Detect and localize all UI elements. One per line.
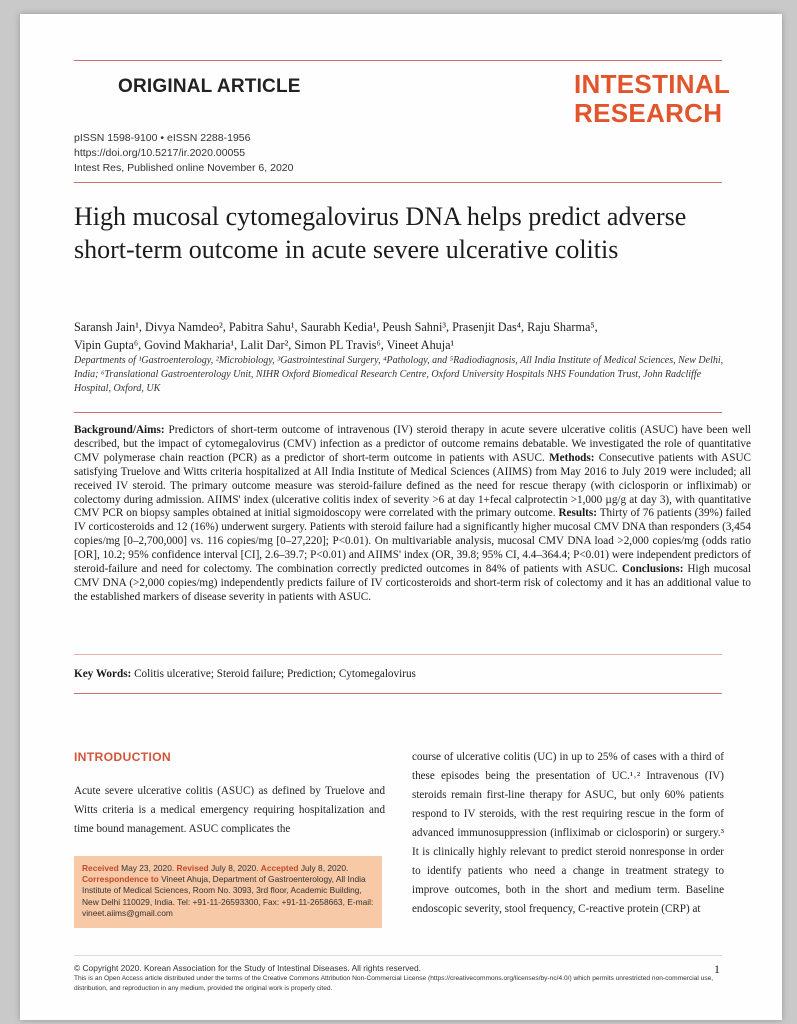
doi-link[interactable]: https://doi.org/10.5217/ir.2020.00055 bbox=[74, 147, 246, 159]
revised-date: July 8, 2020. bbox=[208, 863, 261, 873]
abstract bbox=[74, 424, 751, 605]
abstract-background-label: Background/Aims: bbox=[74, 424, 165, 436]
author-line-1: Saransh Jain¹, Divya Namdeo², Pabitra Sahu¹, Saurabh Kedia¹, Peush Sahni³, Prasenjit Das⁴, Raju Sharma⁵, bbox=[74, 320, 598, 334]
keywords-label: Key Words: bbox=[74, 668, 132, 680]
abstract-conclusions-text: High mucosal CMV DNA (>2,000 copies/mg) independently predicts failure of IV corticosteroids and short-term risk of colectomy and it has an additional value to the established markers of disease severity in patients with ASUC. bbox=[74, 563, 751, 603]
page-number: 1 bbox=[714, 962, 720, 976]
abstract-background-text: Predictors of short-term outcome of intravenous (IV) steroid therapy in acute severe ulcerative colitis (ASUC) have been well described, but the impact of cytomegalovirus (CMV) infection as a predictor of outcome remains debatable. We investigated the role of quantitative CMV polymerase chain reaction (PCR) as a predictor of short-term outcome in patients with ASUC. bbox=[74, 424, 751, 464]
intro-left-column: Acute severe ulcerative colitis (ASUC) as defined by Truelove and Witts criteria is a medical emergency requiring hospitalization and time bound management. ASUC complicates the bbox=[74, 785, 385, 835]
correspondence-box bbox=[74, 856, 382, 928]
affiliations: Departments of ¹Gastroenterology, ²Microbiology, ³Gastrointestinal Surgery, ⁴Pathology, and ⁵Radiodiagnosis, All India Institute of Medical Sciences, New Delhi, India; ⁶Translational Gastroenterology Unit, NIHR Oxford Biomedical Research Centre, Oxford University Hospitals NHS Foundation Trust, John Radcliffe Hospital, Oxford, UK bbox=[74, 355, 724, 394]
accepted-date: July 8, 2020. bbox=[298, 863, 349, 873]
journal-logo bbox=[574, 70, 730, 128]
journal-logo-line2: RESEARCH bbox=[574, 98, 723, 128]
header-top-rule bbox=[74, 60, 722, 61]
correspondence-text: Vineet Ahuja, Department of Gastroenterology, All India Institute of Medical Sciences, Room No. 3093, 3rd floor, Academic Building, New Delhi 110029, India. Tel: +91-11-26593300, Fax: +91-11-2658663, E-mail: vineet.aiims@gmail.com bbox=[82, 874, 374, 918]
paper-page bbox=[20, 14, 782, 1020]
correspondence-label: Correspondence to bbox=[82, 874, 159, 885]
journal-logo-line1: INTESTINAL bbox=[574, 69, 731, 99]
intro-right-column: course of ulcerative colitis (UC) in up to 25% of cases with a third of these episodes being the presentation of UC.¹˒² Intravenous (IV) steroids remain first-line therapy for ASUC, but only 60% patients respond to IV steroids, with the rest requiring rescue in the form of advanced immunosuppression (infliximab or ciclosporin) or surgery.³ It is clinically highly relevant to predict steroid nonresponse in order to identify patients who need a change in treatment strategy to improve outcomes, both in the short and medium term. Baseline endoscopic severity, stool frequency, C-reactive protein (CRP) at bbox=[412, 751, 724, 915]
received-label: Received bbox=[82, 863, 119, 873]
accepted-label: Accepted bbox=[260, 863, 299, 873]
published-date: Intest Res, Published online November 6, 2020 bbox=[74, 162, 294, 174]
footer bbox=[74, 962, 724, 993]
header-bottom-rule bbox=[74, 182, 722, 183]
publication-meta bbox=[74, 131, 293, 176]
revised-label: Revised bbox=[176, 863, 209, 873]
abstract-top-rule bbox=[74, 412, 722, 413]
abstract-methods-text: Consecutive patients with ASUC satisfying Truelove and Witts criteria hospitalized at All India Institute of Medical Sciences (AIIMS) from May 2016 to July 2019 were included; all received IV steroid. The primary outcome measure was steroid-failure defined as the need for rescue therapy (with ciclosporin or infliximab) or colectomy during admission. AIIMS' index (ulcerative colitis index of severity >6 at day 1+fecal calprotectin >1,000 µg/g at day 3), with quantitative CMV PCR on biopsy samples obtained at initial sigmoidoscopy were correlated with the primary outcome. bbox=[74, 451, 751, 520]
introduction-heading: INTRODUCTION bbox=[74, 750, 172, 764]
received-date: May 23, 2020. bbox=[118, 863, 177, 873]
author-list bbox=[74, 318, 734, 354]
author-line-2: Vipin Gupta⁶, Govind Makharia¹, Lalit Dar², Simon PL Travis⁶, Vineet Ahuja¹ bbox=[74, 338, 455, 352]
abstract-results-label: Results: bbox=[558, 507, 597, 520]
keywords bbox=[74, 668, 751, 680]
article-type-label: ORIGINAL ARTICLE bbox=[118, 76, 301, 97]
issn-text: pISSN 1598-9100 • eISSN 2288-1956 bbox=[74, 132, 251, 144]
license-text: This is an Open Access article distributed under the terms of the Creative Commons Attribution Non-Commercial License (https://creativecommons.org/licenses/by-nc/4.0/) which permits unrestricted non-commercial use, distribution, and reproduction in any medium, provided the original work is properly cited. bbox=[74, 975, 714, 992]
copyright-text: © Copyright 2020. Korean Association for the Study of Intestinal Diseases. All rights reserved. bbox=[74, 963, 421, 973]
keywords-top-rule bbox=[74, 654, 722, 655]
article-title: High mucosal cytomegalovirus DNA helps predict adverse short-term outcome in acute severe ulcerative colitis bbox=[74, 202, 687, 264]
keywords-text: Colitis ulcerative; Steroid failure; Prediction; Cytomegalovirus bbox=[131, 668, 416, 680]
abstract-methods-label: Methods: bbox=[549, 451, 595, 464]
footer-rule bbox=[74, 955, 722, 956]
keywords-bottom-rule bbox=[74, 693, 722, 694]
abstract-conclusions-label: Conclusions: bbox=[621, 563, 684, 576]
abstract-results-text: Thirty of 76 patients (39%) failed IV corticosteroids and 12 (16%) underwent surgery. Patients with steroid failure had a significantly higher mucosal CMV DNA than responders (3,454 copies/mg [0–2,700,000] vs. 116 copies/mg [0–27,220]; P<0.01). On multivariable analysis, mucosal CMV DNA load >2,000 copies/mg (odds ratio [OR], 10.2; 95% confidence interval [CI], 2.6–39.7; P<0.01) and AIIMS' index (OR, 39.8; 95% CI, 4.4–364.4; P<0.01) were independent predictors of steroid-failure and need for colectomy. The combination correctly predicted outcomes in 84% of patients with ASUC. bbox=[74, 507, 751, 576]
